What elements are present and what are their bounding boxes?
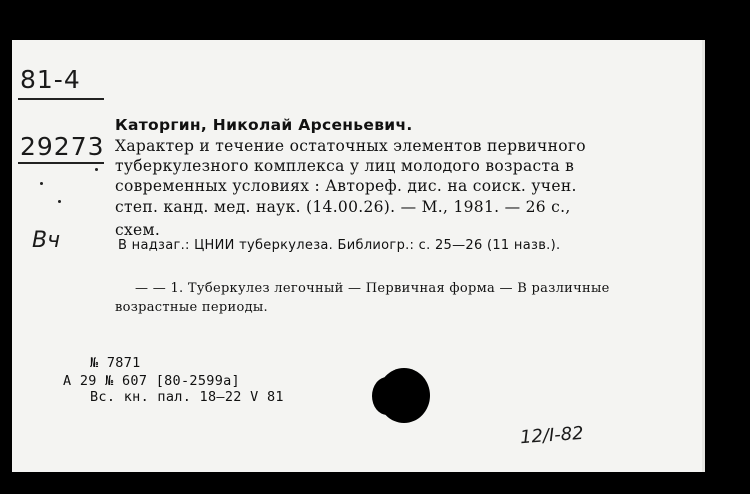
- author-heading: Каторгин, Николай Арсеньевич.: [115, 116, 413, 134]
- inventory-number: 29273: [20, 132, 105, 161]
- title-line: современных условиях : Автореф. дис. на соиск. учен.: [115, 177, 577, 195]
- handwritten-initials: Вч: [32, 228, 61, 253]
- ink-speck: [95, 168, 98, 171]
- print-count-line: Вс. кн. пал. 18—22 V 81: [90, 389, 284, 405]
- bibliographic-note: В надзаг.: ЦНИИ туберкулеза. Библиогр.: с. 25—26 (11 назв.).: [118, 238, 561, 253]
- shelf-mark: 81-4: [20, 65, 81, 94]
- ink-speck: [40, 182, 43, 185]
- inventory-number-underline: [18, 162, 104, 164]
- subject-headings: — — 1. Туберкулез легочный — Первичная форма — В различные: [135, 281, 610, 296]
- title-line: схем.: [115, 221, 161, 239]
- subject-headings-continued: возрастные периоды.: [115, 300, 268, 315]
- title-line: Характер и течение остаточных элементов первичного: [115, 137, 586, 155]
- handwritten-date: 12/I-82: [519, 422, 585, 449]
- card-edge: [702, 40, 705, 472]
- classification-code: А 29 № 607 [80-2599а]: [63, 373, 240, 389]
- title-line: степ. канд. мед. наук. (14.00.26). — М., 1981. — 26 с.,: [115, 198, 571, 216]
- ink-speck: [58, 200, 61, 203]
- accession-number: № 7871: [90, 355, 141, 371]
- shelf-mark-underline: [18, 98, 104, 100]
- title-line: туберкулезного комплекса у лиц молодого возраста в: [115, 157, 575, 175]
- catalog-card: [12, 40, 705, 472]
- punch-hole-shadow: [372, 377, 402, 415]
